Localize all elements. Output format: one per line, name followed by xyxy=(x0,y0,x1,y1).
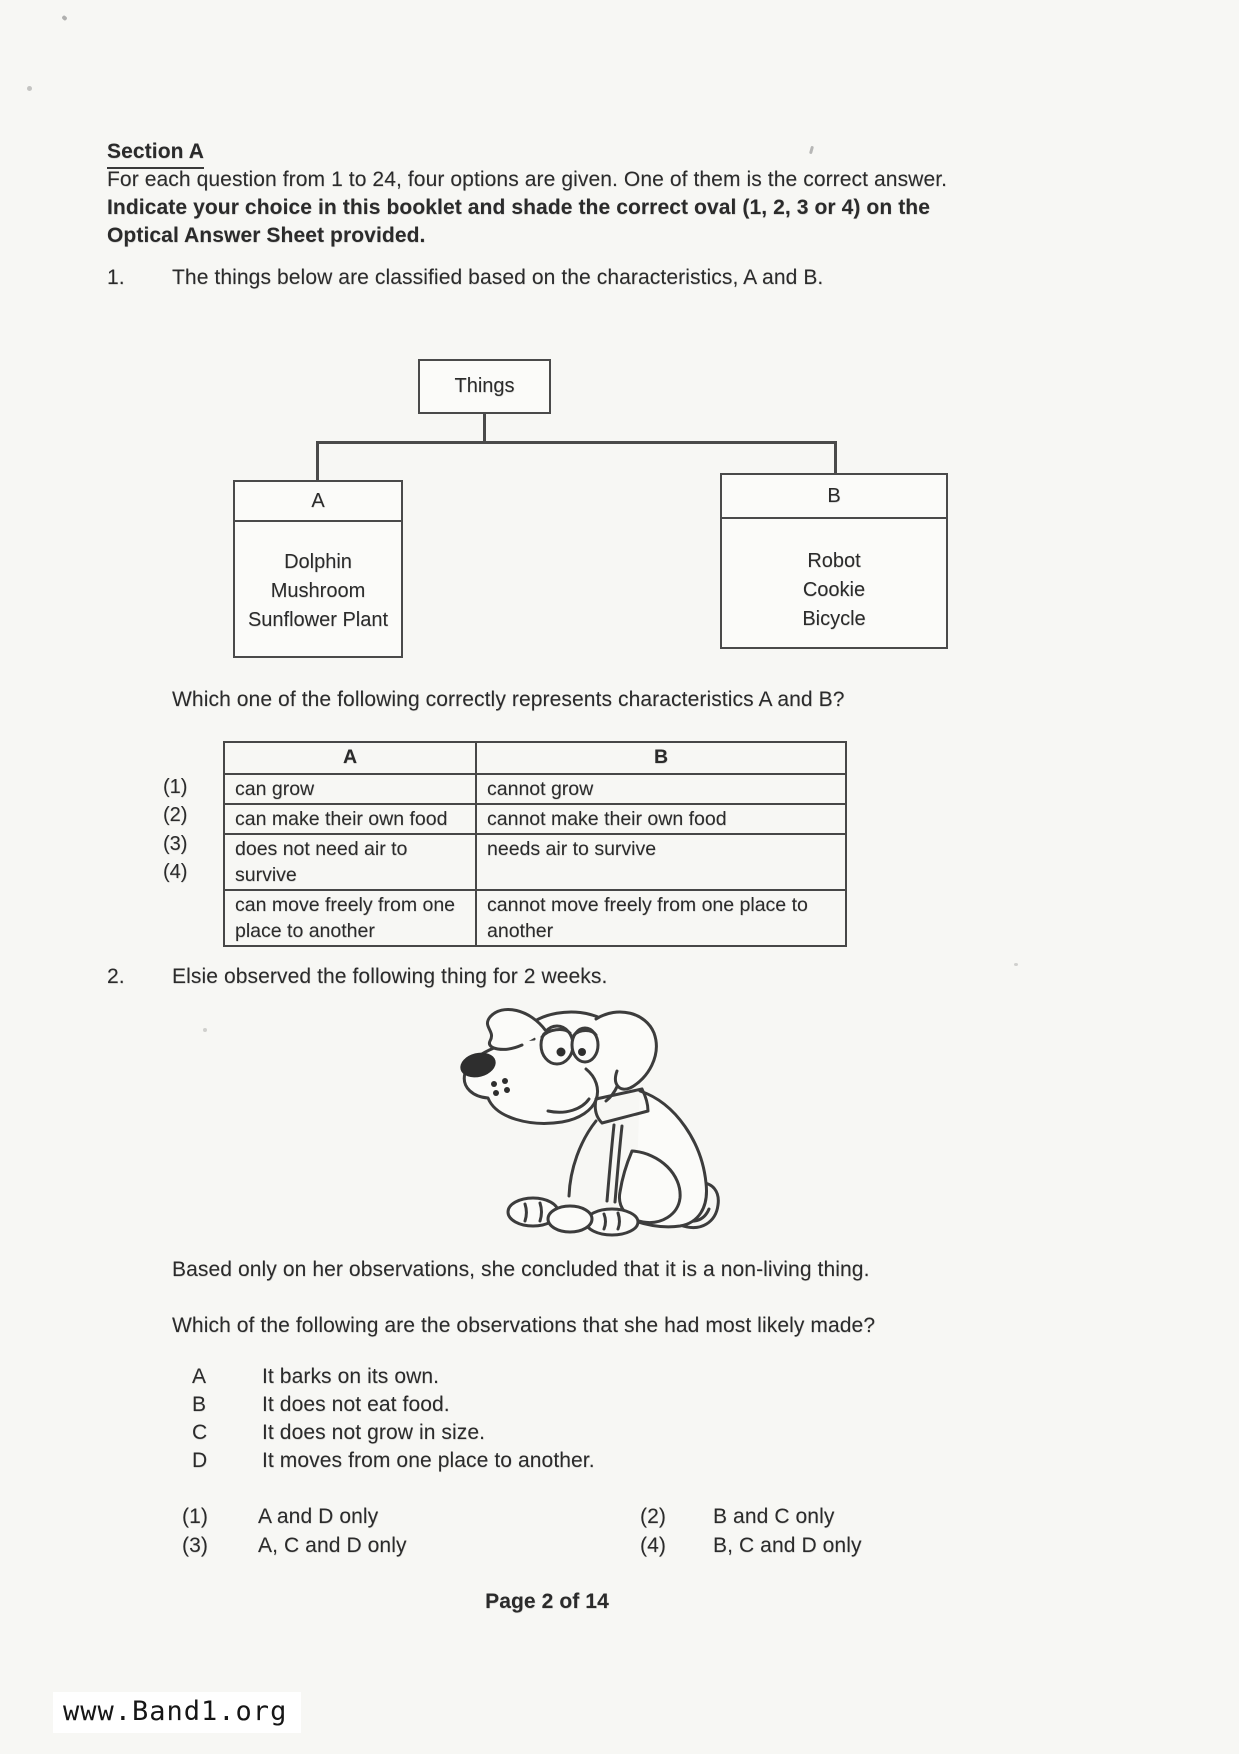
table-cell-a: does not need air to survive xyxy=(224,834,476,890)
answer-option-text: B, C and D only xyxy=(713,1534,862,1557)
characteristics-table xyxy=(223,741,847,947)
answer-option-text: A, C and D only xyxy=(258,1534,407,1557)
option-number: (2) xyxy=(163,804,188,826)
box-a-item: Mushroom xyxy=(270,580,366,602)
watermark: www.Band1.org xyxy=(53,1692,301,1733)
table-header-row xyxy=(224,742,846,774)
question-1-number: 1. xyxy=(107,266,125,289)
instructions-line-3: Optical Answer Sheet provided. xyxy=(107,224,426,247)
option-number: (4) xyxy=(163,861,188,883)
table-row xyxy=(224,890,846,946)
observation-label: D xyxy=(192,1449,208,1472)
table-cell-b: cannot grow xyxy=(476,774,846,804)
observation-text: It barks on its own. xyxy=(262,1365,440,1388)
table-header-a: A xyxy=(224,742,476,774)
table-cell-a: can make their own food xyxy=(224,804,476,834)
box-b-item: Bicycle xyxy=(802,608,866,630)
box-a-item: Dolphin xyxy=(284,551,352,573)
observation-label: B xyxy=(192,1393,207,1416)
box-b-item: Robot xyxy=(807,550,861,572)
section-title: Section A xyxy=(107,138,204,169)
box-b-item: Cookie xyxy=(802,579,866,601)
table-cell-a: can move freely from one place to another xyxy=(224,890,476,946)
scan-speck xyxy=(61,15,67,21)
option-number: (3) xyxy=(163,833,188,855)
scan-speck xyxy=(203,1028,207,1032)
box-b xyxy=(720,473,948,649)
cartoon-dog-image xyxy=(430,993,720,1248)
answer-option-text: B and C only xyxy=(713,1505,835,1528)
box-a-header: A xyxy=(235,482,401,522)
instructions-line-1: For each question from 1 to 24, four options are given. One of them is the correct answer. xyxy=(107,168,948,191)
scan-speck xyxy=(809,146,814,155)
tree-connector-right-drop xyxy=(834,441,837,475)
answer-option-number: (2) xyxy=(640,1505,666,1528)
scan-speck xyxy=(27,86,32,91)
question-1-sub-question: Which one of the following correctly represents characteristics A and B? xyxy=(172,688,845,711)
scan-speck xyxy=(1014,963,1018,966)
tree-connector-stub xyxy=(483,413,486,442)
things-box-label: Things xyxy=(454,375,515,397)
observation-text: It does not eat food. xyxy=(262,1393,450,1416)
question-2-sub-question: Which of the following are the observations that she had most likely made? xyxy=(172,1314,876,1337)
table-cell-b: cannot make their own food xyxy=(476,804,846,834)
box-a xyxy=(233,480,403,658)
table-cell-b: needs air to survive xyxy=(476,834,846,890)
question-2-statement: Based only on her observations, she concluded that it is a non-living thing. xyxy=(172,1258,870,1281)
observation-text: It does not grow in size. xyxy=(262,1421,486,1444)
answer-option-number: (1) xyxy=(182,1505,208,1528)
tree-connector-horizontal xyxy=(316,441,837,444)
table-row xyxy=(224,774,846,804)
instructions-line-2: Indicate your choice in this booklet and shade the correct oval (1, 2, 3 or 4) on the xyxy=(107,196,931,219)
table-row xyxy=(224,804,846,834)
observation-label: C xyxy=(192,1421,208,1444)
page-number: Page 2 of 14 xyxy=(485,1590,609,1613)
box-b-header: B xyxy=(722,475,946,519)
table-row xyxy=(224,834,846,890)
question-1-text: The things below are classified based on the characteristics, A and B. xyxy=(172,266,824,289)
table-header-b: B xyxy=(476,742,846,774)
tree-connector-left-drop xyxy=(316,441,319,482)
question-2-text: Elsie observed the following thing for 2 weeks. xyxy=(172,965,608,988)
table-cell-b: cannot move freely from one place to another xyxy=(476,890,846,946)
answer-option-number: (3) xyxy=(182,1534,208,1557)
observation-label: A xyxy=(192,1365,207,1388)
option-number: (1) xyxy=(163,776,188,798)
answer-option-number: (4) xyxy=(640,1534,666,1557)
observation-text: It moves from one place to another. xyxy=(262,1449,595,1472)
table-cell-a: can grow xyxy=(224,774,476,804)
answer-option-text: A and D only xyxy=(258,1505,379,1528)
box-a-item: Sunflower Plant xyxy=(247,609,389,631)
question-2-number: 2. xyxy=(107,965,125,988)
things-box xyxy=(418,359,551,414)
